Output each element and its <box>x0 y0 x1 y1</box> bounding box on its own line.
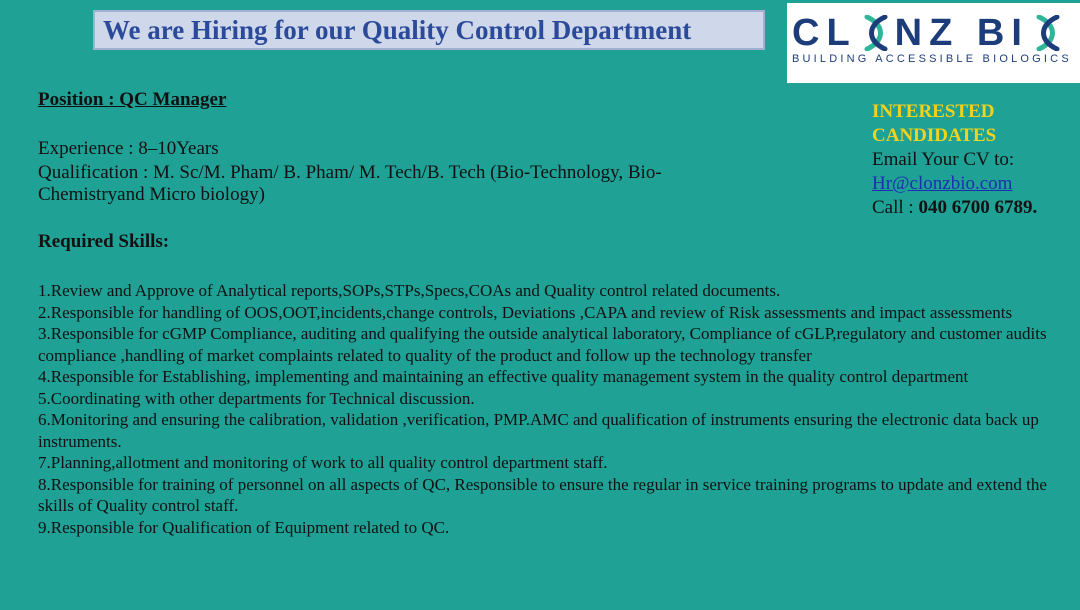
qualification-text <box>38 162 662 206</box>
experience-text: Experience : 8–10Years <box>38 138 219 159</box>
skill-item: 3.Responsible for cGMP Compliance, auditing and qualifying the outside analytical laboratory, Compliance of cGLP,regulatory and customer audits compliance ,handling of market complaints related to quality of the product and follow up the technology transfer <box>38 324 1047 365</box>
phone-number[interactable]: 040 6700 6789. <box>918 197 1038 218</box>
qualification-line: Qualification : M. Sc/M. Pham/ B. Pham/ M. Tech/B. Tech (Bio-Technology, Bio- <box>38 162 662 183</box>
skill-item: 4.Responsible for Establishing, implementing and maintaining an effective quality management system in the quality control department <box>38 367 969 386</box>
call-label: Call : <box>872 197 919 218</box>
skill-item: 8.Responsible for training of personnel on all aspects of QC, Responsible to ensure the regular in service training programs to update and extend the skills of Quality control staff. <box>38 474 1047 515</box>
email-link[interactable]: Hr@clonzbio.com <box>872 173 1013 194</box>
logo-text-right: I <box>1011 12 1029 54</box>
logo-tagline: BUILDING ACCESSIBLE BIOLOGICS <box>792 53 1072 65</box>
qualification-line: Chemistryand Micro biology) <box>38 184 265 205</box>
dna-helix-icon <box>1033 15 1063 51</box>
position-title: Position : QC Manager <box>38 89 227 110</box>
required-skills-heading: Required Skills: <box>38 231 170 252</box>
logo-text-mid: NZ B <box>894 12 1012 54</box>
contact-box <box>872 100 1037 220</box>
hiring-banner <box>93 10 765 50</box>
skill-item: 7.Planning,allotment and monitoring of work to all quality control department staff. <box>38 453 608 472</box>
email-prompt: Email Your CV to: <box>872 149 1015 170</box>
banner-title: We are Hiring for our Quality Control Department <box>103 14 692 45</box>
skill-item: 2.Responsible for handling of OOS,OOT,incidents,change controls, Deviations ,CAPA and review of Risk assessments and impact assessments <box>38 302 1013 322</box>
interested-heading: CANDIDATES <box>872 125 997 146</box>
phone-line <box>872 196 1037 220</box>
skill-item: 9.Responsible for Qualification of Equipment related to QC. <box>38 517 450 537</box>
skill-item: 1.Review and Approve of Analytical reports,SOPs,STPs,Specs,COAs and Quality control related documents. <box>38 281 781 300</box>
skill-item: 5.Coordinating with other departments for Technical discussion. <box>38 388 475 408</box>
skills-list <box>38 280 1068 538</box>
logo-text-left: CL <box>792 12 857 54</box>
company-logo <box>787 3 1080 83</box>
dna-helix-icon <box>861 15 891 51</box>
logo-wordmark <box>792 13 1067 53</box>
skill-item: 6.Monitoring and ensuring the calibration, validation ,verification, PMP.AMC and qualification of instruments ensuring the electronic data back up instruments. <box>38 410 1039 451</box>
interested-heading: INTERESTED <box>872 101 995 122</box>
